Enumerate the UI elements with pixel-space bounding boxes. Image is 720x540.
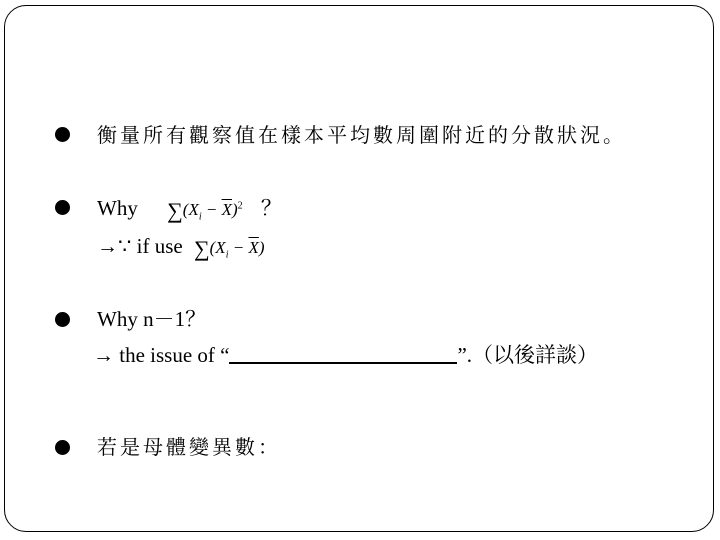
bullet-3-continuation-suffix: ”.（以後詳談）: [457, 343, 599, 367]
bullet-3-text: Why n－1？: [97, 307, 207, 331]
bullet-2-prefix: Why: [97, 196, 138, 220]
bullet-dot: [55, 200, 70, 215]
bullet-2-line: [97, 198, 282, 222]
bullet-2-continuation: [97, 236, 265, 260]
bullet-dot: [55, 127, 70, 142]
bullet-2-suffix: ？: [260, 196, 282, 220]
bullet-3-continuation: [93, 345, 598, 366]
fill-in-blank: [229, 348, 457, 364]
bullet-4-text: 若是母體變異數：: [97, 435, 281, 459]
bullet-dot: [55, 440, 70, 455]
deviation-sum-formula: $\sum(X_i - \overline{X})$: [193, 236, 265, 261]
bullet-3-continuation-prefix: → the issue of “: [93, 343, 230, 367]
bullet-dot: [55, 312, 70, 327]
bullet-2-continuation-prefix: →∵ if use: [97, 234, 183, 258]
bullet-1-text: 衡量所有觀察值在樣本平均數周圍附近的分散狀況。: [97, 123, 626, 147]
squared-deviation-sum-formula: $\sum(X_i - \overline{X})^2$: [167, 198, 243, 223]
